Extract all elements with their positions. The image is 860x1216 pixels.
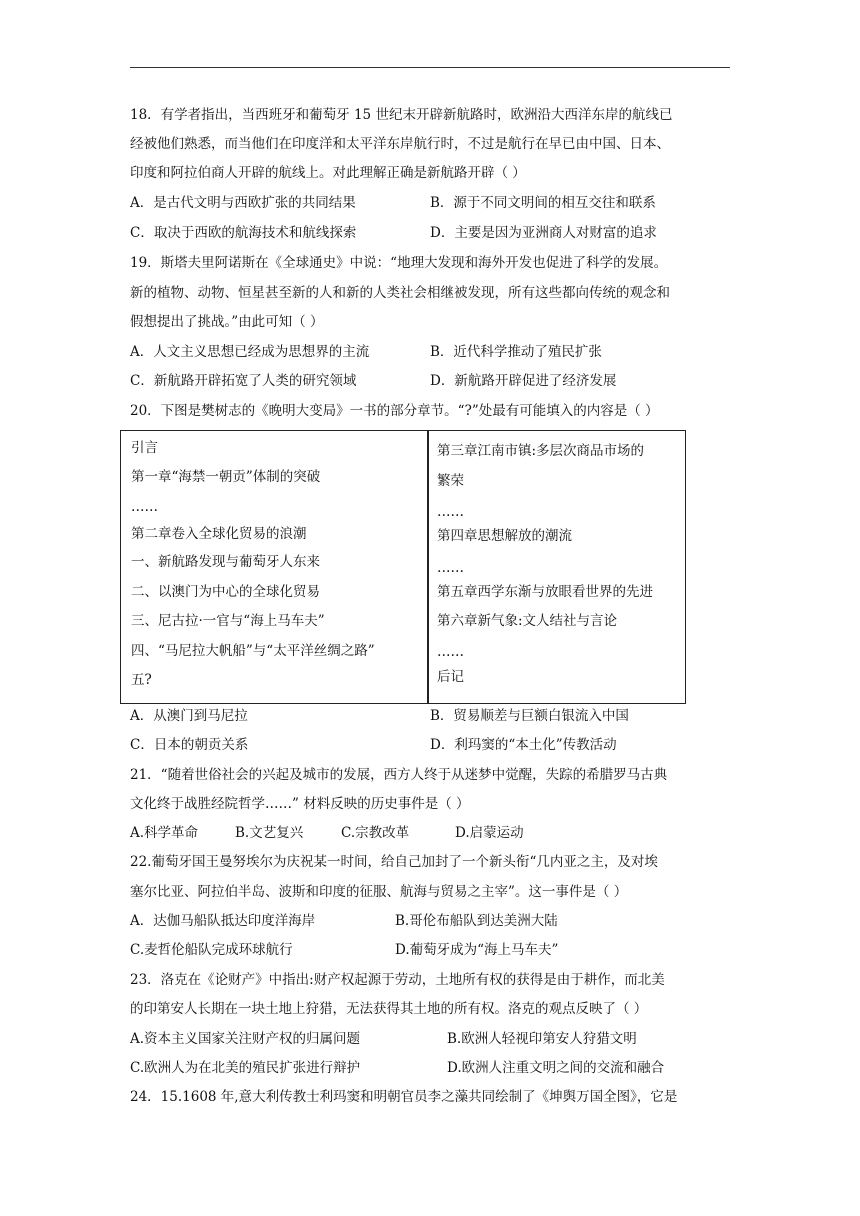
table-cell-right: 第四章思想解放的潮流 [437,528,572,544]
option-a[interactable]: A.科学革命 [130,825,199,841]
option-b[interactable]: B．贸易顺差与巨额白银流入中国 [430,708,629,724]
question-stem-line: 文化终于战胜经院哲学……” 材料反映的历史事件是（ ） [130,796,470,812]
option-c[interactable]: C．日本的朝贡关系 [130,737,249,753]
option-b[interactable]: B.哥伦布船队到达美洲大陆 [395,913,558,929]
header-rule [130,67,730,68]
question-stem-line: 23．洛克在《论财产》中指出:财产权起源于劳动，土地所有权的获得是由于耕作，而北美 [130,972,665,988]
option-a[interactable]: A.资本主义国家关注财产权的归属问题 [130,1031,361,1047]
chapter-table [120,430,686,704]
table-cell-left: 三、尼古拉·一官与“海上马车夫” [131,613,325,629]
question-stem-line: 21．“随着世俗社会的兴起及城市的发展，西方人终于从迷梦中觉醒，失踪的希腊罗马古典 [130,767,668,783]
table-cell-right: 第六章新气象:文人结社与言论 [437,613,618,629]
option-b[interactable]: B.文艺复兴 [235,825,304,841]
table-cell-left: 引言 [131,440,158,456]
table-cell-left: 五? [131,672,152,688]
question-stem-line: 24．15.1608 年,意大利传教士利玛窦和明朝官员李之藻共同绘制了《坤舆万国全图》，它是 [130,1089,678,1105]
question-stem-line: 的印第安人长期在一块土地上狩猎，无法获得其土地的所有权。洛克的观点反映了（ ） [130,1001,648,1017]
option-d[interactable]: D．利玛窦的“本土化”传教活动 [430,737,617,753]
option-a[interactable]: A．人文主义思想已经成为思想界的主流 [130,344,370,360]
table-cell-right: 后记 [437,669,464,685]
option-a[interactable]: A．是古代文明与西欧扩张的共同结果 [130,195,356,211]
option-c[interactable]: C．取决于西欧的航海技术和航线探索 [130,225,357,241]
option-d[interactable]: D.启蒙运动 [455,825,524,841]
option-c[interactable]: C.欧洲人为在北美的殖民扩张进行辩护 [130,1060,361,1076]
question-stem-line: 19．斯塔夫里阿诺斯在《全球通史》中说：“地理大发现和海外开发也促进了科学的发展。 [130,255,668,271]
option-b[interactable]: B．源于不同文明间的相互交往和联系 [430,195,656,211]
option-b[interactable]: B．近代科学推动了殖民扩张 [430,344,602,360]
option-a[interactable]: A．从澳门到马尼拉 [130,708,248,724]
table-cell-left: 第一章“海禁一朝贡”体制的突破 [131,469,321,485]
table-cell-right: 繁荣 [437,473,464,489]
table-cell-left: 一、新航路发现与葡萄牙人东来 [131,554,320,570]
option-b[interactable]: B.欧洲人轻视印第安人狩猎文明 [447,1031,637,1047]
option-a[interactable]: A．达伽马船队抵达印度洋海岸 [130,913,316,929]
question-stem-line: 印度和阿拉伯商人开辟的航线上。对此理解正确是新航路开辟（ ） [130,165,526,181]
question-stem-line: 20．下图是樊树志的《晚明大变局》一书的部分章节。“?”处最有可能填入的内容是（ ） [130,403,659,419]
table-cell-right: 第三章江南市镇:多层次商品市场的 [437,443,645,459]
option-d[interactable]: D.葡萄牙成为“海上马车夫” [395,942,559,958]
table-cell-left: 第二章卷入全球化贸易的浪潮 [131,526,307,542]
table-cell-right: 第五章西学东渐与放眼看世界的先进 [437,584,653,600]
question-stem-line: 18．有学者指出，当西班牙和葡萄牙 15 世纪末开辟新航路时，欧洲沿大西洋东岸的航线已 [130,107,673,123]
option-d[interactable]: D．新航路开辟促进了经济发展 [430,373,617,389]
question-stem-line: 塞尔比亚、阿拉伯半岛、波斯和印度的征服、航海与贸易之主宰”。这一事件是（ ） [130,884,628,900]
option-c[interactable]: C.麦哲伦船队完成环球航行 [130,942,293,958]
question-stem-line: 新的植物、动物、恒星甚至新的人和新的人类社会相继被发现，所有这些都向传统的观念和 [130,285,670,301]
option-d[interactable]: D.欧洲人注重文明之间的交流和融合 [447,1060,665,1076]
table-cell-right: …… [437,560,464,576]
table-divider [427,431,429,703]
question-stem-line: 22.葡萄牙国王曼努埃尔为庆祝某一时间，给自己加封了一个新头衔“几内亚之主，及对埃 [130,854,658,870]
question-stem-line: 经被他们熟悉，而当他们在印度洋和太平洋东岸航行时，不过是航行在早已由中国、日本、 [130,136,670,152]
question-stem-line: 假想提出了挑战。”由此可知（ ） [130,314,324,330]
table-cell-left: 二、以澳门为中心的全球化贸易 [131,584,320,600]
option-c[interactable]: C．新航路开辟拓宽了人类的研究领域 [130,373,357,389]
option-c[interactable]: C.宗教改革 [341,825,410,841]
table-cell-left: …… [131,499,158,515]
table-cell-right: …… [437,644,464,660]
table-cell-left: 四、“马尼拉大帆船”与“太平洋丝绸之路” [131,643,375,659]
option-d[interactable]: D．主要是因为亚洲商人对财富的追求 [430,225,657,241]
table-cell-right: …… [437,504,464,520]
